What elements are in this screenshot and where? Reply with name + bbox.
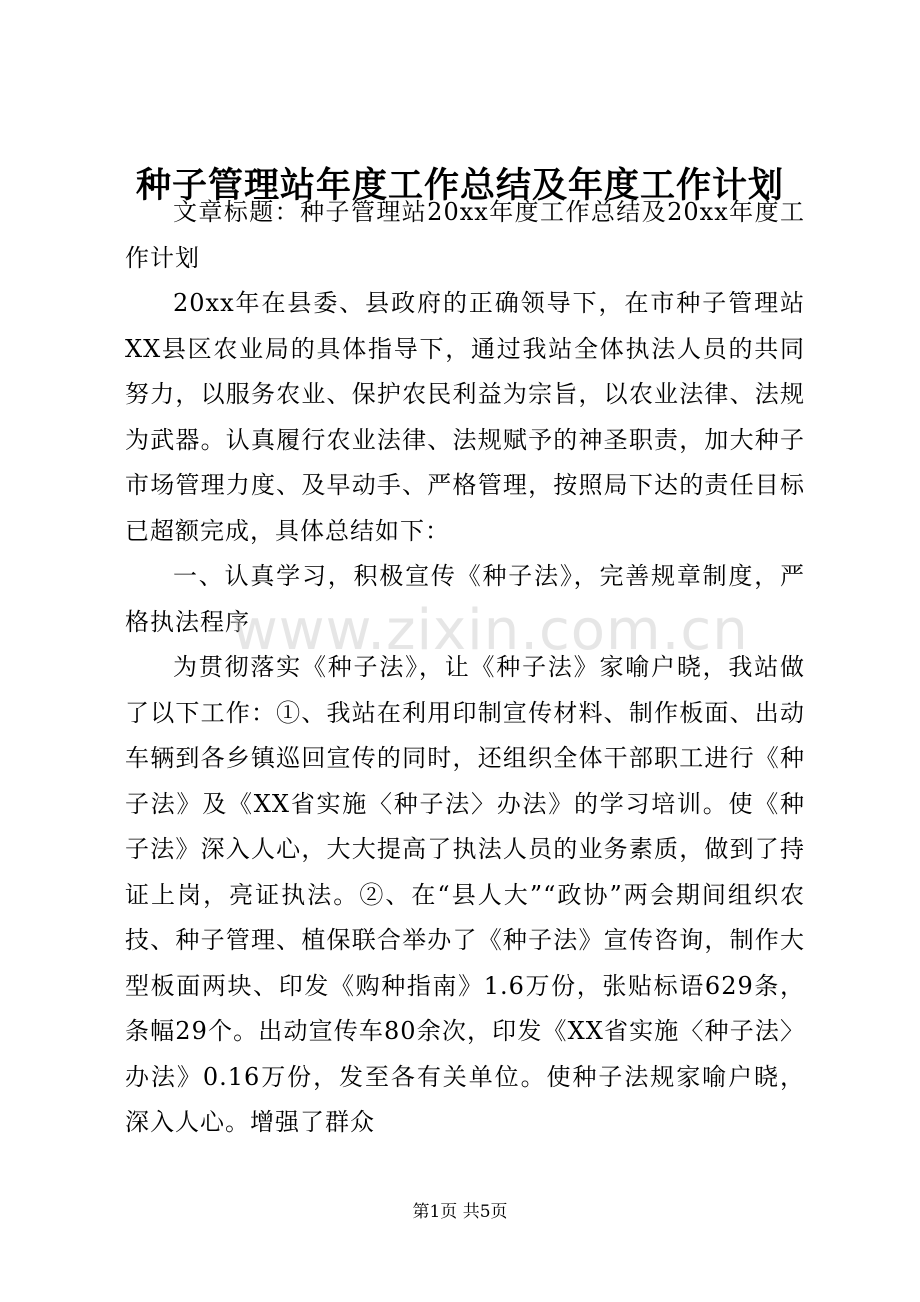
paragraph-intro: 20xx年在县委、县政府的正确领导下，在市种子管理站XX县区农业局的具体指导下，通过我站全体执法人员的共同努力，以服务农业、保护农民利益为宗旨，以农业法律、法规为武器。认真履行农业法律、法规赋予的神圣职责，加大种子市场管理力度、及早动手、严格管理，按照局下达的责任目标已超额完成，具体总结如下： [125,289,805,545]
document-body [125,190,805,1146]
paragraph-article-title: 文章标题：种子管理站20xx年度工作总结及20xx年度工作计划 [125,198,805,272]
page-footer: 第1页 共5页 [412,1202,508,1222]
document-title: 种子管理站年度工作总结及年度工作计划 [135,165,784,206]
paragraph-section-heading: 一、认真学习，积极宣传《种子法》，完善规章制度，严格执法程序 [125,562,805,636]
watermark: www.zixin.com.cn [232,598,749,663]
paragraph-section-body: 为贯彻落实《种子法》，让《种子法》家喻户晓，我站做了以下工作：①、我站在利用印制宣传材料、制作板面、出动车辆到各乡镇巡回宣传的同时，还组织全体干部职工进行《种子法》及《XX省实施〈种子法〉办法》的学习培训。使《种子法》深入人心，大大提高了执法人员的业务素质，做到了持证上岗，亮证执法。②、在“县人大”“政协”两会期间组织农技、种子管理、植保联合举办了《种子法》宣传咨询，制作大型板面两块、印发《购种指南》1.6万份，张贴标语629条，条幅29个。出动宣传车80余次，印发《XX省实施〈种子法〉办法》0.16万份，发至各有关单位。使种子法规家喻户晓，深入人心。增强了群众 [125,653,805,1136]
